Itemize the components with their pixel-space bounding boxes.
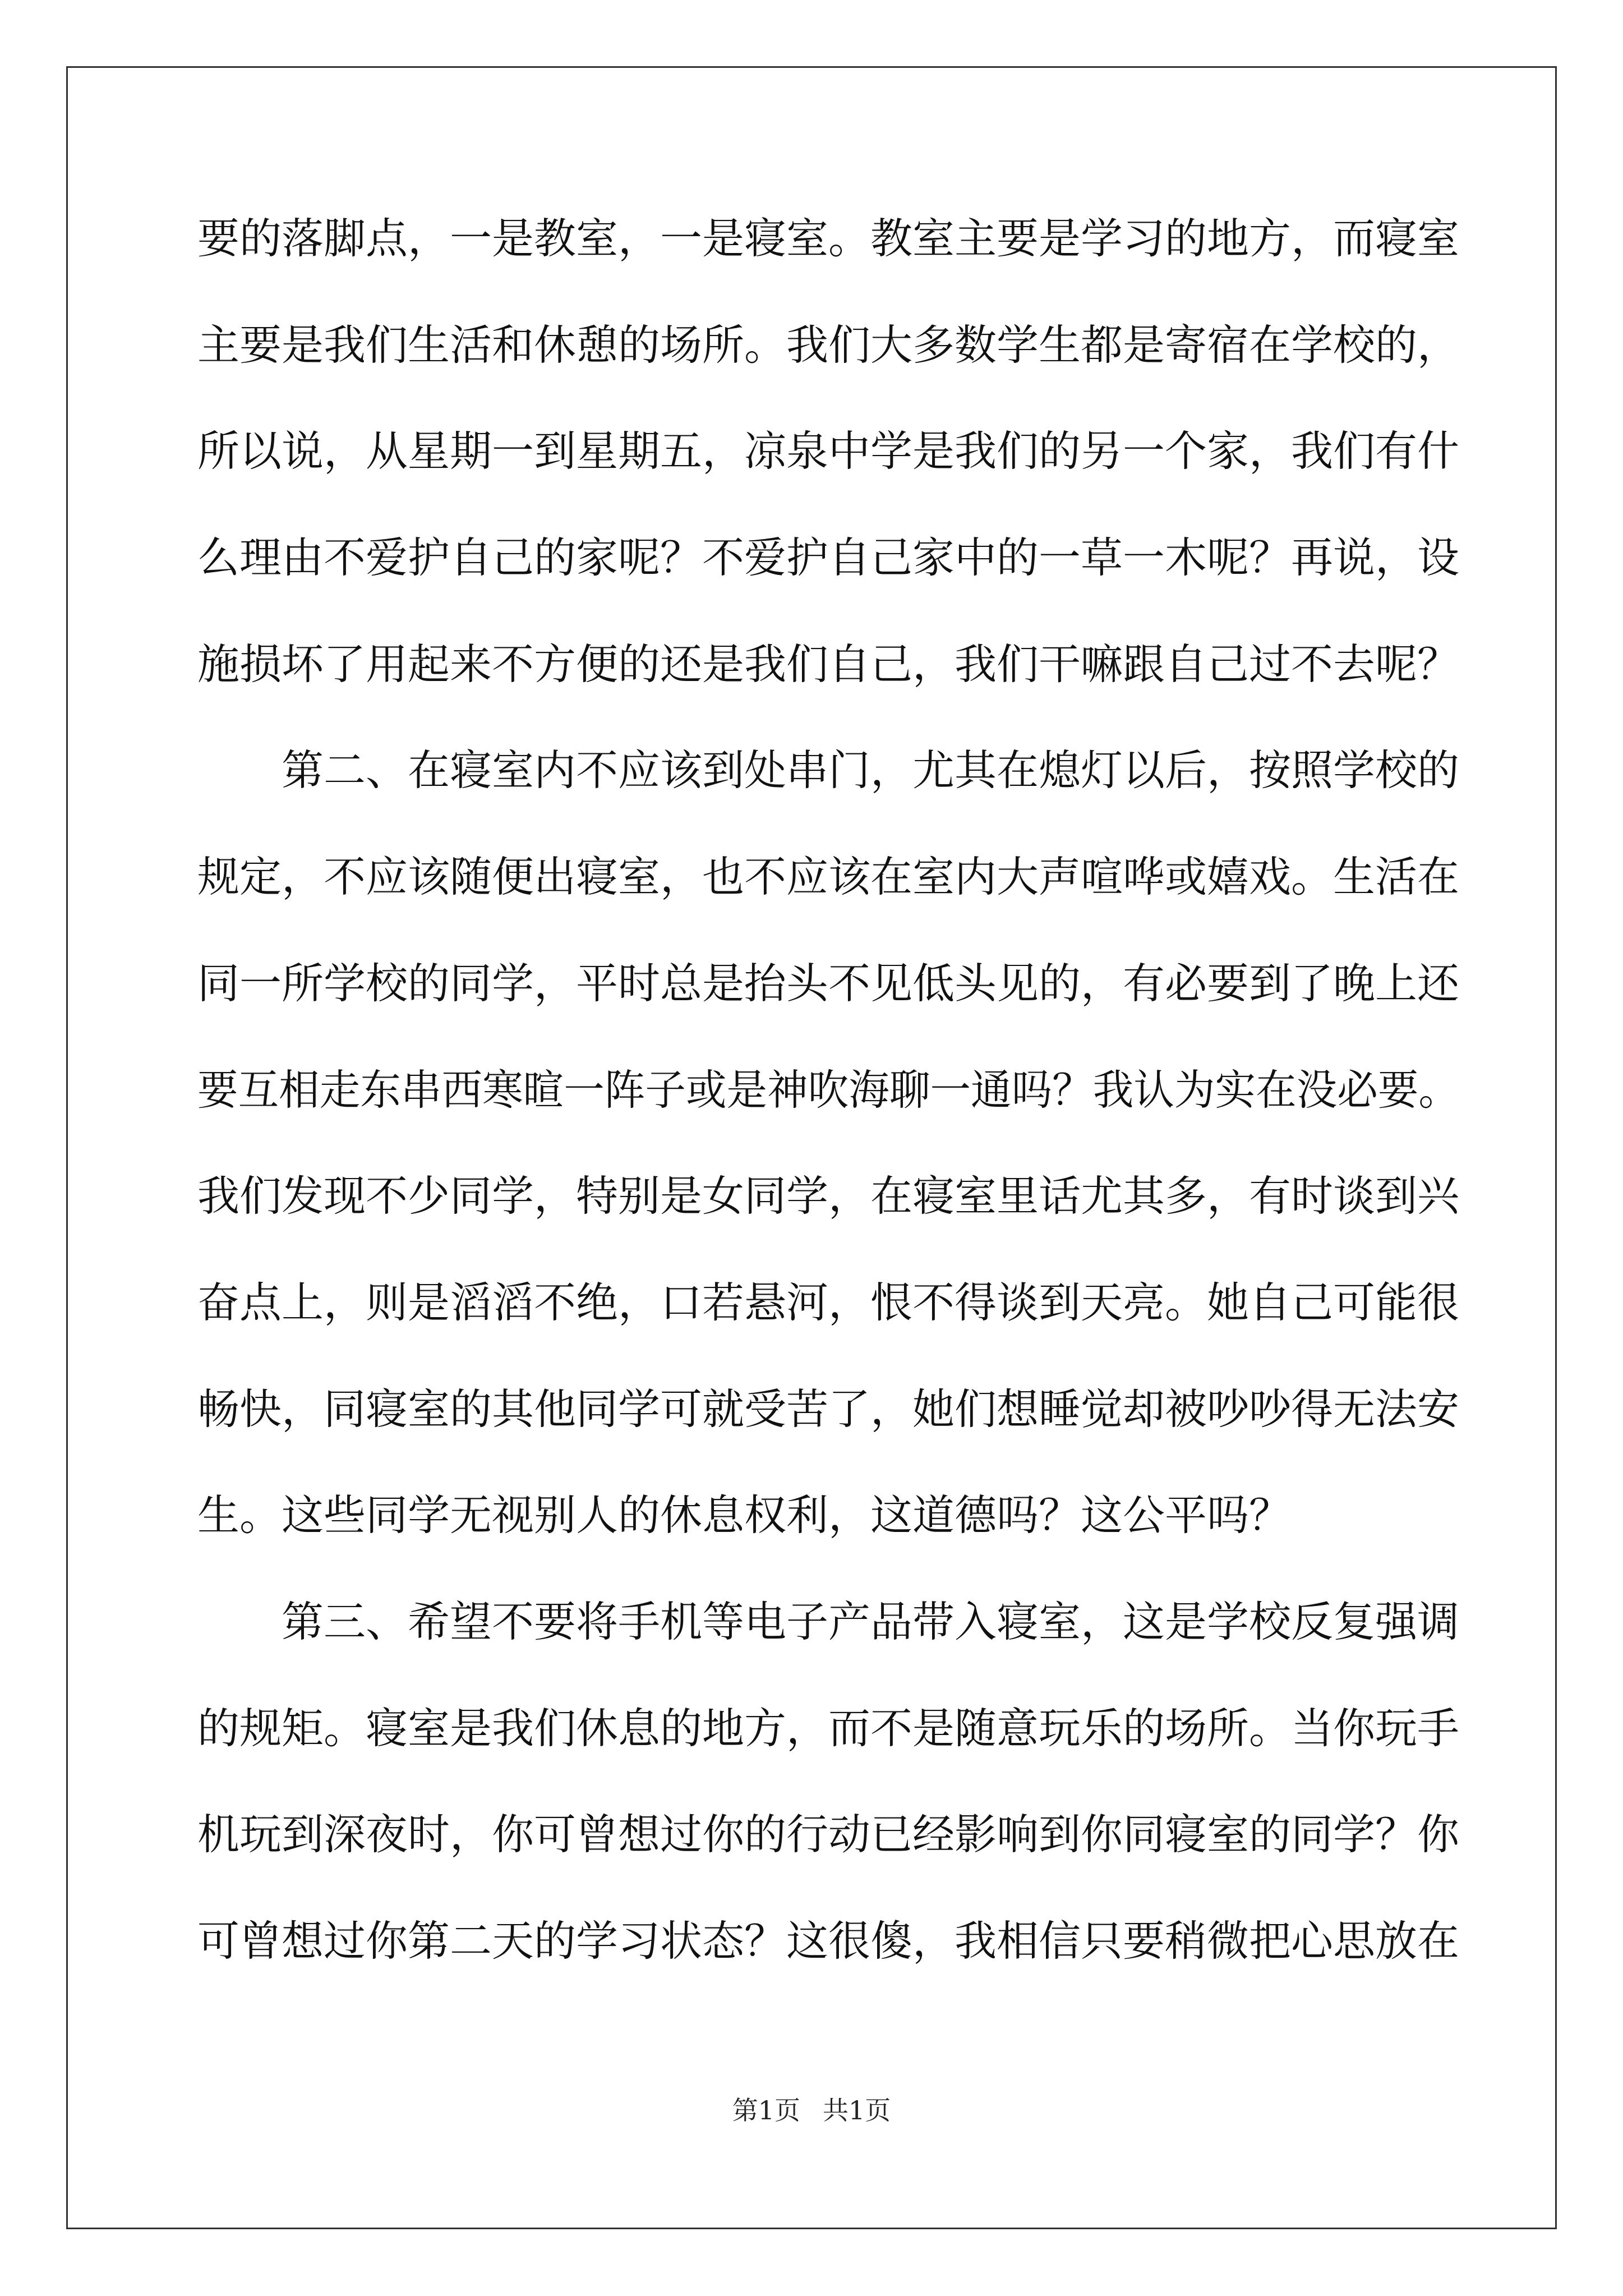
- text-line: 生。这些同学无视别人的休息权利，这道德吗？这公平吗？: [197, 1490, 1292, 1540]
- paragraph-start-line: 第二、在寝室内不应该到处串门，尤其在熄灯以后，按照学校的: [282, 746, 1459, 795]
- paragraph-start-line: 第三、希望不要将手机等电子产品带入寝室，这是学校反复强调: [282, 1596, 1459, 1646]
- text-line: 所以说，从星期一到星期五，凉泉中学是我们的另一个家，我们有什: [197, 426, 1459, 476]
- text-line: 的规矩。寝室是我们休息的地方，而不是随意玩乐的场所。当你玩手: [197, 1703, 1459, 1753]
- text-line: 机玩到深夜时，你可曾想过你的行动已经影响到你同寝室的同学？你: [197, 1810, 1459, 1860]
- body-text: [197, 214, 1459, 2027]
- page-footer: [0, 2096, 1623, 2125]
- text-line: 规定，不应该随便出寝室，也不应该在室内大声喧哗或嬉戏。生活在: [197, 852, 1459, 902]
- text-line: 同一所学校的同学，平时总是抬头不见低头见的，有必要到了晚上还: [197, 958, 1459, 1008]
- text-line: 主要是我们生活和休憩的场所。我们大多数学生都是寄宿在学校的，: [197, 320, 1459, 370]
- text-line: 可曾想过你第二天的学习状态？这很傻，我相信只要稍微把心思放在: [197, 1916, 1459, 1966]
- text-line: 畅快，同寝室的其他同学可就受苦了，她们想睡觉却被吵吵得无法安: [197, 1384, 1459, 1434]
- text-line: 奋点上，则是滔滔不绝，口若悬河，恨不得谈到天亮。她自己可能很: [197, 1277, 1459, 1327]
- text-line: 要互相走东串西寒暄一阵子或是神吹海聊一通吗？我认为实在没必要。: [197, 1065, 1459, 1115]
- text-line: 么理由不爱护自己的家呢？不爱护自己家中的一草一木呢？再说，设: [197, 533, 1459, 583]
- text-line: 施损坏了用起来不方便的还是我们自己，我们干嘛跟自己过不去呢？: [197, 639, 1459, 689]
- text-line: 要的落脚点，一是教室，一是寝室。教室主要是学习的地方，而寝室: [197, 214, 1459, 263]
- text-line: 我们发现不少同学，特别是女同学，在寝室里话尤其多，有时谈到兴: [197, 1171, 1459, 1221]
- page-total: 共1页: [823, 2095, 891, 2125]
- page-number: 第1页: [732, 2095, 800, 2125]
